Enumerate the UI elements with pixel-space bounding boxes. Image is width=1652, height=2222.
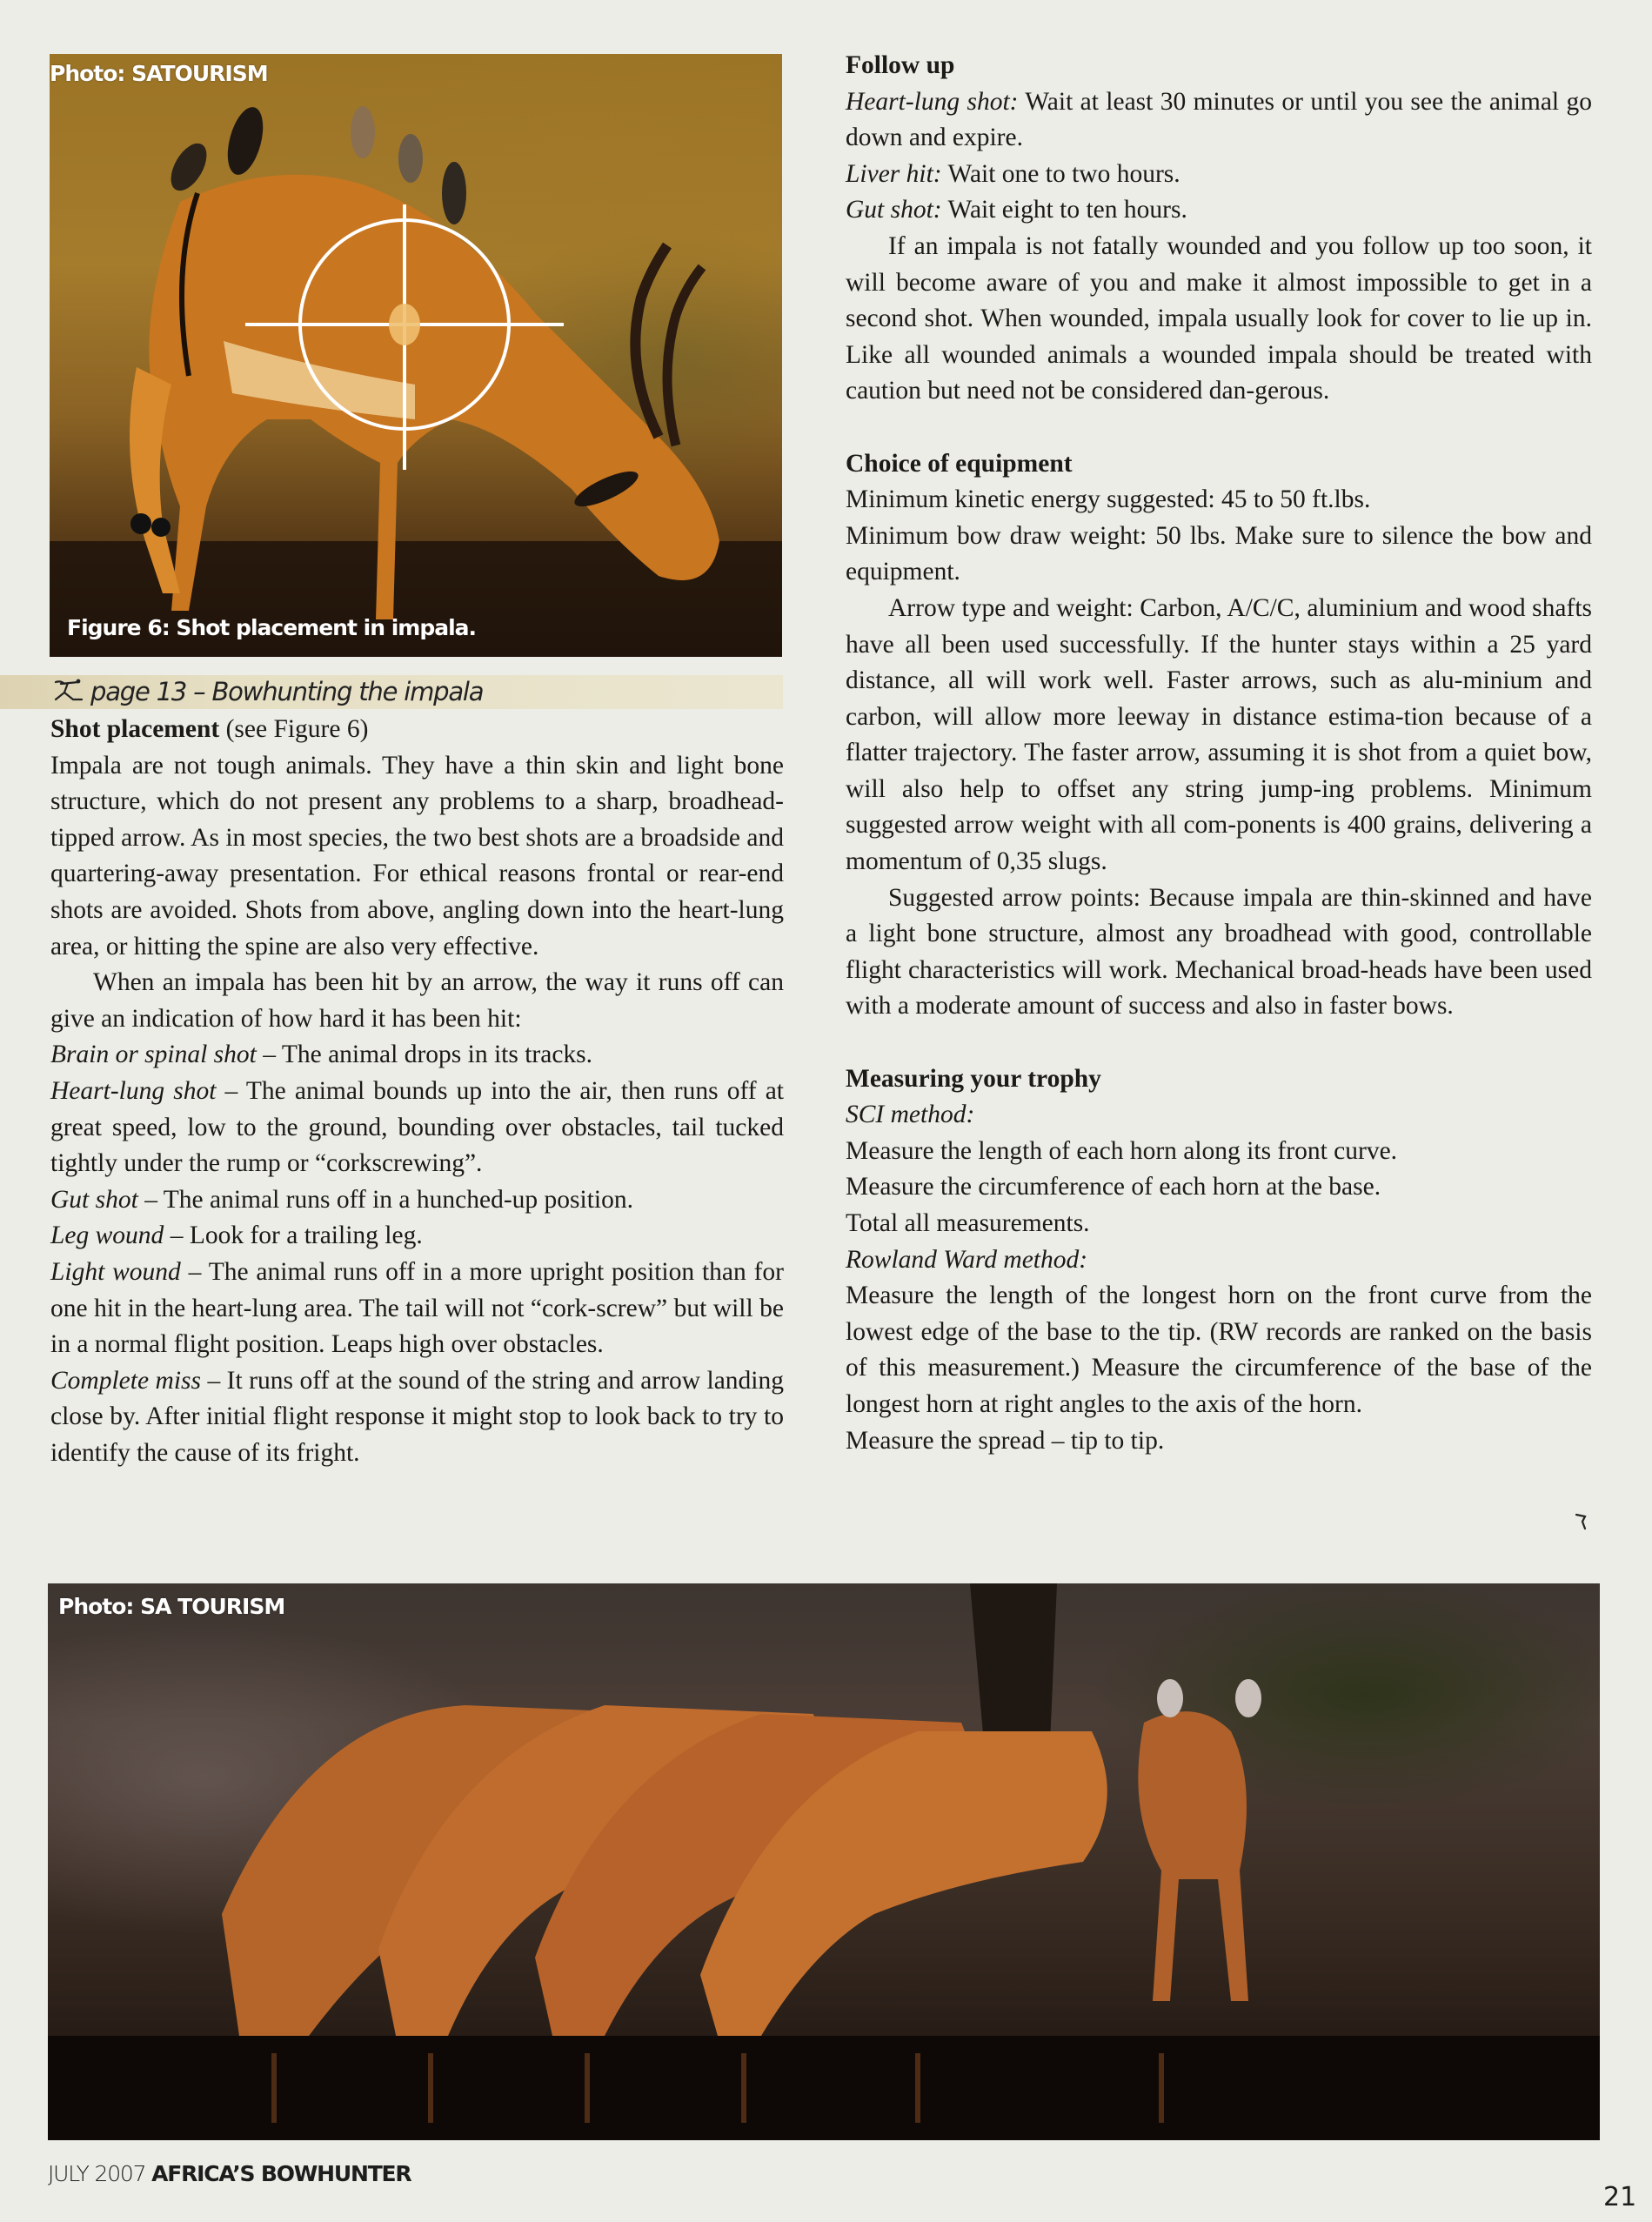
follow-up-item xyxy=(846,84,1592,157)
follow-up-label: Gut shot: xyxy=(846,196,942,224)
impala-illustration xyxy=(50,54,782,657)
footer xyxy=(48,2161,411,2186)
draw-weight-line: Minimum bow draw weight: 50 lbs. Make sure to silence the bow and equipment. xyxy=(846,521,1592,586)
magazine-name: AFRICA’S BOWHUNTER xyxy=(151,2161,411,2186)
reaction-label: Complete miss xyxy=(50,1366,201,1395)
follow-up-text: Wait one to two hours. xyxy=(941,159,1180,188)
reaction-item xyxy=(50,1037,784,1074)
arrow-type-paragraph: Arrow type and weight: Carbon, A/C/C, aluminium and wood shafts have all been used successfully. If the hunter stays within a 25 yard distance, all will work well. Faster arrows, such as alu-minium and carbon, will allow more leeway in distance estima-tion because of a flatter trajectory. The faster arrow, assuming it is shot from a quiet bow, will also help to offset any string jump-ing problems. Minimum suggested arrow weight with all com-ponents is 400 grains, delivering a momentum of 0,35 slugs. xyxy=(846,593,1592,876)
archer-icon xyxy=(52,679,84,705)
photo-credit-bottom: Photo: SA TOURISM xyxy=(58,1594,285,1619)
sci-step: Measure the length of each horn along its front curve. xyxy=(846,1136,1398,1165)
follow-up-label: Liver hit: xyxy=(846,159,942,188)
follow-up-text: Wait eight to ten hours. xyxy=(941,196,1187,224)
section-heading-trophy: Measuring your trophy xyxy=(846,1064,1101,1093)
reaction-item xyxy=(50,1363,784,1472)
right-column xyxy=(846,48,1592,1459)
reaction-label: Light wound xyxy=(50,1257,181,1286)
reaction-text: – The animal drops in its tracks. xyxy=(256,1041,593,1069)
reaction-text: – The animal runs off in a more upright position than for one hit in the heart-lung area. The tail will not “cork-screw” but will be in a normal flight position. Leaps high over obstacles. xyxy=(50,1257,784,1359)
shot-placement-section xyxy=(50,712,784,748)
section-heading-follow-up: Follow up xyxy=(846,51,955,79)
page-number: 21 xyxy=(1603,2182,1637,2212)
reaction-item xyxy=(50,1255,784,1363)
section-heading-shot-placement: Shot placement xyxy=(50,715,220,743)
photo-credit-top: Photo: SATOURISM xyxy=(50,61,268,86)
impala-herd-photo xyxy=(48,1583,1600,2140)
sci-step: Total all measurements. xyxy=(846,1209,1090,1237)
spacer xyxy=(846,410,1592,446)
sci-method-label: SCI method: xyxy=(846,1101,975,1129)
page-reference-text: page 13 – Bowhunting the impala xyxy=(90,677,484,706)
spacer xyxy=(846,1025,1592,1061)
reaction-text: – The animal runs off in a hunched-up position. xyxy=(137,1185,633,1214)
issue-date: JULY 2007 xyxy=(48,2161,146,2186)
reaction-item xyxy=(50,1182,784,1219)
page-reference-bar xyxy=(0,675,783,709)
reaction-label: Gut shot xyxy=(50,1185,138,1214)
hit-indication-paragraph: When an impala has been hit by an arrow, the way it runs off can give an indication of how hard it has been hit: xyxy=(50,968,784,1033)
kinetic-energy-line: Minimum kinetic energy suggested: 45 to 50 ft.lbs. xyxy=(846,485,1371,514)
impala-herd-illustration xyxy=(48,1583,1600,2140)
shot-placement-paragraph: Impala are not tough animals. They have a thin skin and light bone structure, which do not present any problems to a sharp, broadhead-tipped arrow. As in most species, the two best shots are a broadside and quartering-away presentation. For ethical reasons frontal or rear-end shots are avoided. Shots from above, angling down into the heart-lung area, or hitting the spine are also very effective. xyxy=(50,751,784,960)
reaction-text: – Look for a trailing leg. xyxy=(164,1221,423,1250)
reaction-item xyxy=(50,1074,784,1182)
figure-caption: Figure 6: Shot placement in impala. xyxy=(67,615,477,640)
reaction-label: Brain or spinal shot xyxy=(50,1041,257,1069)
rowland-ward-spread: Measure the spread – tip to tip. xyxy=(846,1426,1165,1455)
sci-step: Measure the circumference of each horn at the base. xyxy=(846,1173,1381,1201)
reaction-text: – The animal bounds up into the air, then runs off at great speed, low to the ground, bounding over obstacles, tail tucked tightly under the rump or “corkscrewing”. xyxy=(50,1076,784,1178)
follow-up-item xyxy=(846,157,1592,193)
figure-reference: (see Figure 6) xyxy=(219,715,369,743)
follow-up-label: Heart-lung shot: xyxy=(846,87,1019,116)
reaction-text: – It runs off at the sound of the string and arrow landing close by. After initial flight response it might stop to look back to try to identify the cause of its fright. xyxy=(50,1366,784,1467)
rowland-ward-label: Rowland Ward method: xyxy=(846,1245,1088,1274)
follow-up-text: Wait at least 30 minutes or until you see the animal go down and expire. xyxy=(846,87,1592,152)
section-heading-equipment: Choice of equipment xyxy=(846,449,1073,478)
arrow-points-paragraph: Suggested arrow points: Because impala are thin-skinned and have a light bone structure, almost any broadhead with good, controllable flight characteristics will work. Mechanical broad-heads have been used with a moderate amount of success and also in faster bows. xyxy=(846,883,1592,1021)
figure-6-photo xyxy=(50,54,782,657)
left-column xyxy=(50,712,784,1471)
rowland-ward-text: Measure the length of the longest horn on the front curve from the lowest edge of the base to the tip. (RW records are ranked on the basis of this measurement.) Measure the circumference of the base of the longest horn at right angles to the axis of the horn. xyxy=(846,1282,1592,1418)
reaction-item xyxy=(50,1218,784,1255)
end-of-article-icon xyxy=(1575,1511,1588,1530)
reaction-label: Leg wound xyxy=(50,1221,164,1250)
reaction-label: Heart-lung shot xyxy=(50,1076,217,1105)
follow-up-item xyxy=(846,192,1592,229)
follow-up-paragraph: If an impala is not fatally wounded and you follow up too soon, it will become aware of you and make it almost impossible to get in a second shot. When wounded, impala usually look for cover to lie up in. Like all wounded animals a wounded impala should be treated with caution but need not be considered dan-gerous. xyxy=(846,231,1592,405)
